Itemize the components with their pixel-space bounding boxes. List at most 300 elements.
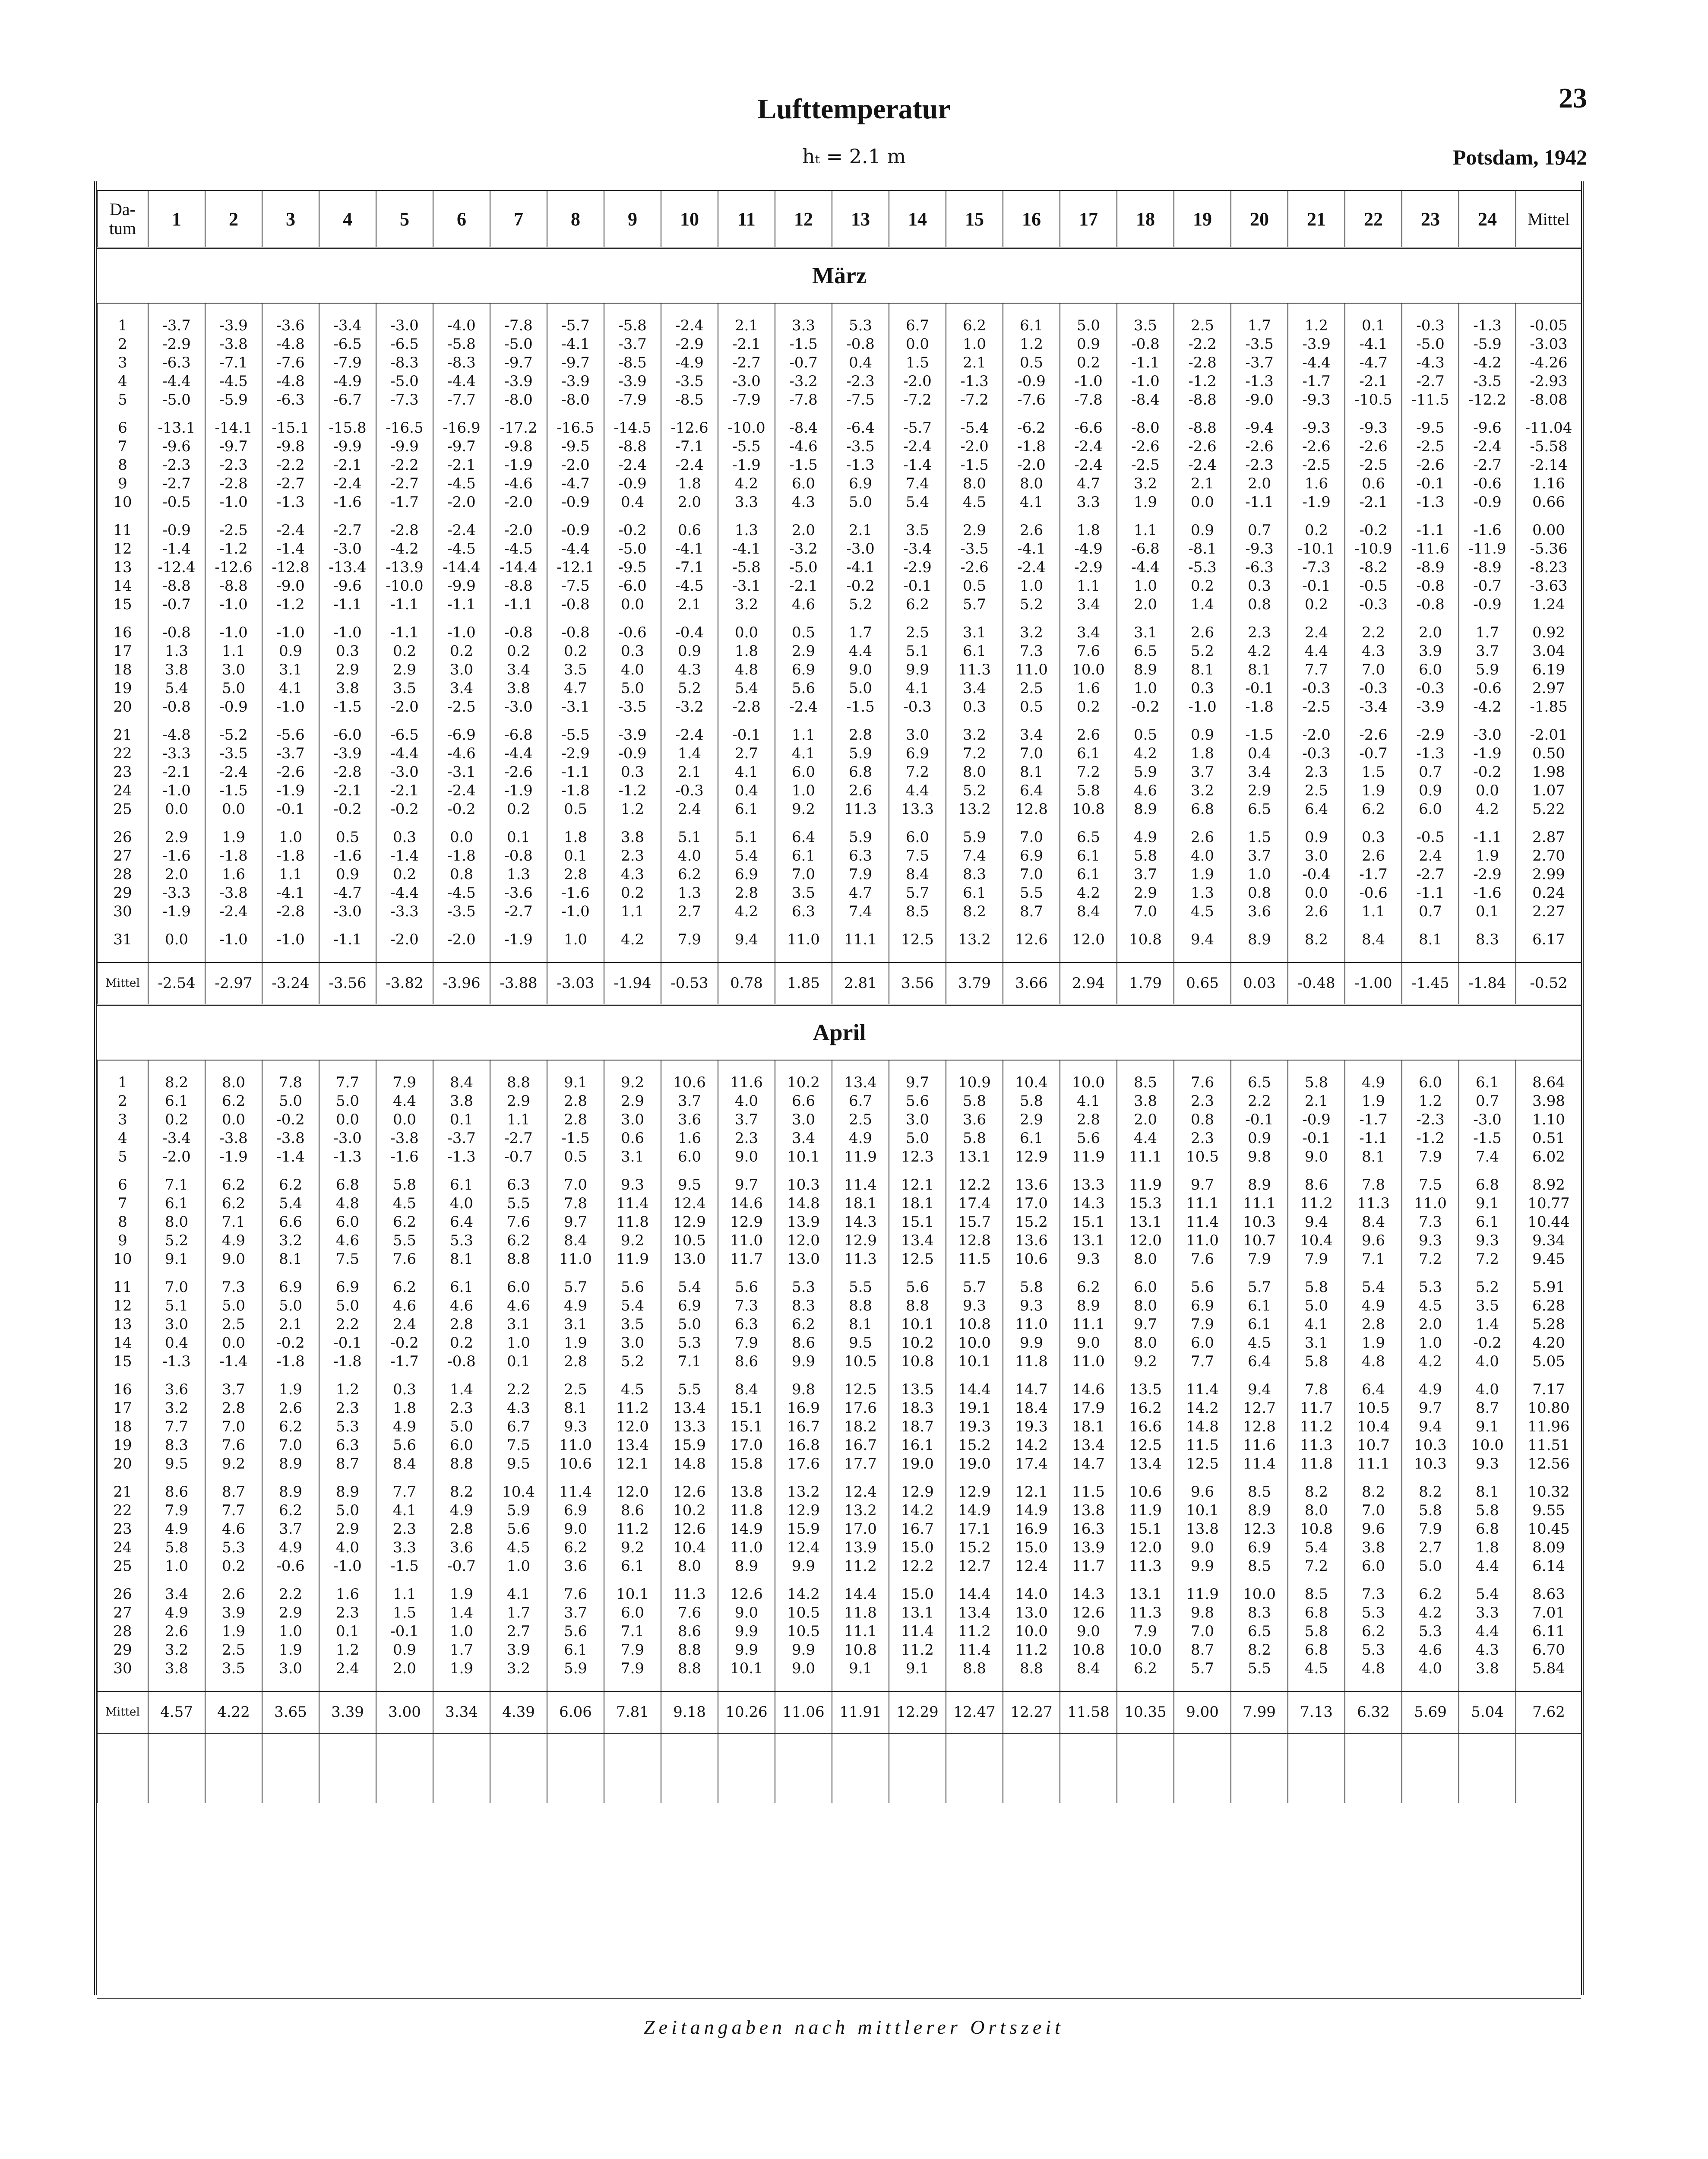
temp-cell: -3.5 xyxy=(433,902,490,921)
temp-cell: 10.0 xyxy=(1231,1585,1288,1604)
temp-cell: 4.9 xyxy=(1345,1073,1402,1092)
temp-cell: 14.3 xyxy=(1060,1194,1117,1213)
daily-mean-cell: 10.77 xyxy=(1516,1194,1581,1213)
temp-cell: 3.7 xyxy=(1459,642,1516,661)
temp-cell: 5.0 xyxy=(832,493,889,512)
temp-cell: 3.5 xyxy=(1459,1297,1516,1315)
temp-cell: 6.1 xyxy=(1003,317,1060,335)
temp-cell: 12.4 xyxy=(1003,1557,1060,1576)
daily-mean-cell: 2.70 xyxy=(1516,847,1581,865)
temp-cell: 18.4 xyxy=(1003,1399,1060,1418)
temp-cell: -0.9 xyxy=(1003,372,1060,391)
temp-cell: 5.6 xyxy=(889,1278,946,1297)
temp-cell: -4.1 xyxy=(262,884,319,902)
temp-cell: 8.2 xyxy=(1288,1483,1345,1501)
hourly-mean-cell: 7.99 xyxy=(1231,1691,1288,1733)
day-cell: 8 xyxy=(97,456,148,475)
temp-cell: 4.3 xyxy=(1459,1641,1516,1659)
temp-cell: 4.4 xyxy=(889,782,946,800)
temp-cell: 4.5 xyxy=(376,1194,433,1213)
temp-cell: -6.3 xyxy=(148,354,205,372)
temp-cell: 6.7 xyxy=(490,1418,547,1436)
temp-cell: 9.2 xyxy=(205,1455,262,1473)
temp-cell: -9.8 xyxy=(490,437,547,456)
temp-cell: -2.3 xyxy=(1402,1111,1459,1129)
temp-cell: 11.0 xyxy=(547,1250,604,1269)
temp-cell: 2.9 xyxy=(1003,1111,1060,1129)
temp-cell: -2.0 xyxy=(1288,726,1345,744)
temp-cell: 16.8 xyxy=(775,1436,832,1455)
temp-cell: 0.5 xyxy=(1003,354,1060,372)
temp-cell: 6.1 xyxy=(433,1278,490,1297)
temp-cell: 1.0 xyxy=(946,335,1003,354)
temp-cell: 3.0 xyxy=(604,1111,661,1129)
temp-cell: 1.8 xyxy=(661,475,718,493)
temp-cell: 5.3 xyxy=(1345,1641,1402,1659)
temp-cell: 4.3 xyxy=(490,1399,547,1418)
temp-cell: 3.3 xyxy=(775,317,832,335)
temp-cell: 0.3 xyxy=(604,642,661,661)
temp-cell: -8.0 xyxy=(1117,419,1174,437)
hourly-mean-cell: -2.97 xyxy=(205,962,262,1005)
temp-cell: 11.2 xyxy=(832,1557,889,1576)
temp-cell: -2.4 xyxy=(262,521,319,540)
temp-cell: 15.1 xyxy=(1117,1520,1174,1539)
temp-cell: -2.7 xyxy=(376,475,433,493)
temp-cell: 8.9 xyxy=(1060,1297,1117,1315)
temp-cell: 0.8 xyxy=(1231,595,1288,614)
temp-cell: 13.1 xyxy=(946,1148,1003,1166)
hour-header-1: 1 xyxy=(148,190,205,248)
temp-cell: 12.5 xyxy=(832,1380,889,1399)
temp-cell: -8.3 xyxy=(433,354,490,372)
temp-cell: 5.9 xyxy=(490,1501,547,1520)
temp-cell: -2.8 xyxy=(319,763,376,782)
table-body xyxy=(97,248,1581,1803)
monthly-mean-row xyxy=(97,962,1581,1005)
daily-mean-cell: 11.96 xyxy=(1516,1418,1581,1436)
temp-cell: -0.2 xyxy=(1117,698,1174,716)
temp-cell: 4.5 xyxy=(1174,902,1231,921)
hour-header-15: 15 xyxy=(946,190,1003,248)
temp-cell: 5.1 xyxy=(148,1297,205,1315)
temp-cell: 8.5 xyxy=(889,902,946,921)
temp-cell: -0.2 xyxy=(1459,763,1516,782)
temp-cell: -1.2 xyxy=(1402,1129,1459,1148)
temp-cell: 2.3 xyxy=(319,1399,376,1418)
temp-cell: 6.0 xyxy=(775,475,832,493)
daily-mean-cell: -1.85 xyxy=(1516,698,1581,716)
temp-cell: 4.0 xyxy=(433,1194,490,1213)
temp-cell: 8.9 xyxy=(1117,800,1174,819)
temp-cell: -3.7 xyxy=(604,335,661,354)
temp-cell: 11.0 xyxy=(547,1436,604,1455)
temp-cell: 4.5 xyxy=(1231,1334,1288,1352)
temp-cell: 1.7 xyxy=(1459,624,1516,642)
temp-cell: -7.5 xyxy=(547,577,604,595)
temp-cell: 1.0 xyxy=(148,1557,205,1576)
temp-cell: 10.0 xyxy=(1003,1622,1060,1641)
temp-cell: 11.2 xyxy=(946,1622,1003,1641)
hourly-mean-cell: 9.18 xyxy=(661,1691,718,1733)
temp-cell: -13.1 xyxy=(148,419,205,437)
hourly-mean-cell: 6.32 xyxy=(1345,1691,1402,1733)
temp-cell: 1.8 xyxy=(1174,744,1231,763)
day-cell: 6 xyxy=(97,419,148,437)
temp-cell: 8.3 xyxy=(946,865,1003,884)
temp-cell: 8.8 xyxy=(490,1073,547,1092)
temp-cell: 5.5 xyxy=(661,1380,718,1399)
hourly-mean-cell: 4.22 xyxy=(205,1691,262,1733)
temp-cell: -9.9 xyxy=(376,437,433,456)
temp-cell: 9.1 xyxy=(889,1659,946,1678)
temp-cell: -3.8 xyxy=(376,1129,433,1148)
table-row xyxy=(97,661,1581,679)
temp-cell: -2.1 xyxy=(718,335,775,354)
daily-mean-cell: 6.28 xyxy=(1516,1297,1581,1315)
temp-cell: 7.9 xyxy=(832,865,889,884)
temp-cell: 6.9 xyxy=(1174,1297,1231,1315)
hourly-mean-cell: 0.03 xyxy=(1231,962,1288,1005)
temp-cell: 13.8 xyxy=(1060,1501,1117,1520)
temp-cell: 1.6 xyxy=(661,1129,718,1148)
temp-cell: 1.0 xyxy=(1117,577,1174,595)
temp-cell: 1.0 xyxy=(547,931,604,949)
temp-cell: 12.9 xyxy=(661,1213,718,1231)
temp-cell: 6.9 xyxy=(1231,1539,1288,1557)
temp-cell: 4.1 xyxy=(1003,493,1060,512)
temp-cell: 14.8 xyxy=(775,1194,832,1213)
temp-cell: 0.0 xyxy=(718,624,775,642)
temp-cell: 6.2 xyxy=(1060,1278,1117,1297)
temp-cell: 6.2 xyxy=(205,1176,262,1194)
temp-cell: -3.9 xyxy=(604,372,661,391)
temp-cell: 1.2 xyxy=(1288,317,1345,335)
temp-cell: 5.1 xyxy=(889,642,946,661)
temp-cell: 0.2 xyxy=(490,800,547,819)
temp-cell: 15.1 xyxy=(718,1418,775,1436)
temp-cell: 4.5 xyxy=(1402,1297,1459,1315)
temp-cell: -2.4 xyxy=(661,726,718,744)
temp-cell: 19.3 xyxy=(1003,1418,1060,1436)
temp-cell: 17.6 xyxy=(832,1399,889,1418)
temp-cell: -4.6 xyxy=(775,437,832,456)
temp-cell: -0.8 xyxy=(547,624,604,642)
daily-mean-cell: -4.26 xyxy=(1516,354,1581,372)
day-cell: 17 xyxy=(97,642,148,661)
temp-cell: -5.2 xyxy=(205,726,262,744)
temp-cell: -2.9 xyxy=(1459,865,1516,884)
table-row xyxy=(97,1129,1581,1148)
temp-cell: 6.8 xyxy=(832,763,889,782)
temp-cell: 8.4 xyxy=(1345,1213,1402,1231)
temp-cell: 2.0 xyxy=(775,521,832,540)
temp-cell: 2.9 xyxy=(604,1092,661,1111)
temp-cell: 12.0 xyxy=(604,1418,661,1436)
temp-cell: 15.9 xyxy=(661,1436,718,1455)
temp-cell: 11.0 xyxy=(1003,661,1060,679)
temp-cell: 2.4 xyxy=(319,1659,376,1678)
temp-cell: -1.0 xyxy=(148,782,205,800)
table-row xyxy=(97,1622,1581,1641)
hourly-mean-cell: 7.13 xyxy=(1288,1691,1345,1733)
temp-cell: 8.9 xyxy=(1231,1176,1288,1194)
temp-cell: 6.8 xyxy=(1288,1604,1345,1622)
daily-mean-cell: 2.97 xyxy=(1516,679,1581,698)
temp-cell: 10.4 xyxy=(1345,1418,1402,1436)
temp-cell: -9.0 xyxy=(1231,391,1288,409)
temp-cell: 9.7 xyxy=(1117,1315,1174,1334)
temp-cell: 0.2 xyxy=(547,642,604,661)
temp-cell: 5.8 xyxy=(1402,1501,1459,1520)
temp-cell: 9.0 xyxy=(547,1520,604,1539)
header-row xyxy=(97,190,1581,248)
temp-cell: 7.1 xyxy=(604,1622,661,1641)
temp-cell: -1.1 xyxy=(319,931,376,949)
month-name: März xyxy=(97,248,1581,303)
temp-cell: -7.8 xyxy=(775,391,832,409)
temp-cell: 6.4 xyxy=(1231,1352,1288,1371)
temp-cell: -1.5 xyxy=(1231,726,1288,744)
temp-cell: 8.2 xyxy=(148,1073,205,1092)
temp-cell: 7.9 xyxy=(718,1334,775,1352)
temp-cell: 10.8 xyxy=(1060,800,1117,819)
temp-cell: -0.9 xyxy=(148,521,205,540)
temp-cell: -4.7 xyxy=(547,475,604,493)
temp-cell: 10.6 xyxy=(547,1455,604,1473)
temp-cell: -14.5 xyxy=(604,419,661,437)
temp-cell: 2.1 xyxy=(1288,1092,1345,1111)
daily-mean-cell: 9.45 xyxy=(1516,1250,1581,1269)
temp-cell: 8.9 xyxy=(319,1483,376,1501)
table-row xyxy=(97,1111,1581,1129)
temp-cell: 1.1 xyxy=(775,726,832,744)
temp-cell: 7.1 xyxy=(205,1213,262,1231)
day-cell: 10 xyxy=(97,493,148,512)
temp-cell: 2.7 xyxy=(490,1622,547,1641)
hourly-mean-cell: 5.04 xyxy=(1459,1691,1516,1733)
daily-mean-cell: 6.19 xyxy=(1516,661,1581,679)
temp-cell: -0.8 xyxy=(148,698,205,716)
temp-cell: 4.9 xyxy=(148,1604,205,1622)
temp-cell: -1.3 xyxy=(1459,317,1516,335)
temp-cell: 4.9 xyxy=(148,1520,205,1539)
temp-cell: 13.5 xyxy=(1117,1380,1174,1399)
temp-cell: 2.4 xyxy=(1288,624,1345,642)
temp-cell: 1.6 xyxy=(205,865,262,884)
temp-cell: 10.9 xyxy=(946,1073,1003,1092)
temp-cell: -4.4 xyxy=(1117,558,1174,577)
temp-cell: -1.9 xyxy=(1459,744,1516,763)
temp-cell: -0.8 xyxy=(148,624,205,642)
temp-cell: 6.4 xyxy=(1288,800,1345,819)
temp-cell: 4.5 xyxy=(946,493,1003,512)
temp-cell: 6.2 xyxy=(262,1501,319,1520)
temp-cell: 1.3 xyxy=(490,865,547,884)
temp-cell: 10.4 xyxy=(1003,1073,1060,1092)
temp-cell: 6.1 xyxy=(1060,744,1117,763)
temp-cell: 4.1 xyxy=(376,1501,433,1520)
temp-cell: -2.8 xyxy=(718,698,775,716)
temp-cell: 5.7 xyxy=(547,1278,604,1297)
temp-cell: 10.2 xyxy=(661,1501,718,1520)
temp-cell: -0.6 xyxy=(604,624,661,642)
temp-cell: 9.6 xyxy=(1345,1231,1402,1250)
temp-cell: 12.1 xyxy=(889,1176,946,1194)
temp-cell: -0.7 xyxy=(148,595,205,614)
table-row xyxy=(97,1418,1581,1436)
day-cell: 13 xyxy=(97,558,148,577)
temp-cell: 7.0 xyxy=(547,1176,604,1194)
temp-cell: 1.9 xyxy=(1174,865,1231,884)
temp-cell: -1.8 xyxy=(205,847,262,865)
temp-cell: -2.3 xyxy=(148,456,205,475)
temp-cell: -7.2 xyxy=(946,391,1003,409)
table-row xyxy=(97,335,1581,354)
temp-cell: 9.9 xyxy=(775,1641,832,1659)
temp-cell: -0.6 xyxy=(1459,679,1516,698)
hour-header-21: 21 xyxy=(1288,190,1345,248)
monthly-mean-cell: 7.62 xyxy=(1516,1691,1581,1733)
temp-cell: 11.1 xyxy=(832,1622,889,1641)
temp-cell: -1.0 xyxy=(205,931,262,949)
temp-cell: 6.1 xyxy=(604,1557,661,1576)
temp-cell: 2.2 xyxy=(1231,1092,1288,1111)
temp-cell: 2.1 xyxy=(832,521,889,540)
temp-cell: 6.2 xyxy=(1402,1585,1459,1604)
temp-cell: 8.0 xyxy=(1117,1334,1174,1352)
temp-cell: 5.3 xyxy=(1345,1604,1402,1622)
temp-cell: 6.7 xyxy=(832,1092,889,1111)
temp-cell: -16.5 xyxy=(547,419,604,437)
temp-cell: 0.0 xyxy=(376,1111,433,1129)
temp-cell: -2.0 xyxy=(889,372,946,391)
temp-cell: 8.7 xyxy=(1459,1399,1516,1418)
temp-cell: 6.8 xyxy=(1459,1520,1516,1539)
temp-cell: 3.6 xyxy=(433,1539,490,1557)
table-row xyxy=(97,1194,1581,1213)
temp-cell: 9.0 xyxy=(1060,1622,1117,1641)
temp-cell: 1.9 xyxy=(205,1622,262,1641)
temp-cell: -13.9 xyxy=(376,558,433,577)
temp-cell: 3.8 xyxy=(148,661,205,679)
temp-cell: -0.2 xyxy=(319,800,376,819)
temp-cell: 2.6 xyxy=(832,782,889,800)
temp-cell: 14.6 xyxy=(1060,1380,1117,1399)
temp-cell: 7.6 xyxy=(1060,642,1117,661)
temp-cell: 2.9 xyxy=(775,642,832,661)
temp-cell: 7.2 xyxy=(946,744,1003,763)
day-cell: 3 xyxy=(97,1111,148,1129)
hour-header-16: 16 xyxy=(1003,190,1060,248)
temp-cell: 9.4 xyxy=(718,931,775,949)
hourly-mean-cell: 11.58 xyxy=(1060,1691,1117,1733)
temp-cell: -12.4 xyxy=(148,558,205,577)
temp-cell: -1.7 xyxy=(376,1352,433,1371)
temp-cell: 4.6 xyxy=(1117,782,1174,800)
hourly-mean-cell: -1.45 xyxy=(1402,962,1459,1005)
temp-cell: -1.3 xyxy=(1231,372,1288,391)
temp-cell: 5.4 xyxy=(718,847,775,865)
temp-cell: 6.1 xyxy=(1060,847,1117,865)
temp-cell: 12.6 xyxy=(718,1585,775,1604)
temp-cell: -7.8 xyxy=(1060,391,1117,409)
temp-cell: 9.1 xyxy=(547,1073,604,1092)
day-cell: 1 xyxy=(97,1073,148,1092)
temp-cell: 2.7 xyxy=(1402,1539,1459,1557)
temp-cell: -1.0 xyxy=(1117,372,1174,391)
temp-cell: 3.1 xyxy=(262,661,319,679)
temp-cell: -1.1 xyxy=(1117,354,1174,372)
temp-cell: -7.9 xyxy=(604,391,661,409)
page-number: 23 xyxy=(1559,82,1587,114)
daily-mean-cell: 5.05 xyxy=(1516,1352,1581,1371)
temp-cell: 1.0 xyxy=(262,828,319,847)
day-cell: 18 xyxy=(97,1418,148,1436)
temp-cell: 6.9 xyxy=(262,1278,319,1297)
temp-cell: -2.7 xyxy=(148,475,205,493)
temp-cell: 1.5 xyxy=(376,1604,433,1622)
daily-mean-cell: 6.70 xyxy=(1516,1641,1581,1659)
temp-cell: 1.0 xyxy=(1402,1334,1459,1352)
temp-cell: 3.8 xyxy=(148,1659,205,1678)
temp-cell: -1.7 xyxy=(1288,372,1345,391)
temp-cell: 8.4 xyxy=(1060,1659,1117,1678)
monthly-mean-row xyxy=(97,1691,1581,1733)
temp-cell: 10.6 xyxy=(1117,1483,1174,1501)
temp-cell: 1.9 xyxy=(547,1334,604,1352)
hourly-mean-cell: 12.29 xyxy=(889,1691,946,1733)
temp-cell: 2.1 xyxy=(946,354,1003,372)
temp-cell: 4.1 xyxy=(490,1585,547,1604)
temp-cell: -1.4 xyxy=(262,540,319,558)
day-cell: 11 xyxy=(97,521,148,540)
temp-cell: 2.8 xyxy=(547,865,604,884)
temp-cell: 4.6 xyxy=(433,1297,490,1315)
day-cell: 18 xyxy=(97,661,148,679)
temp-cell: 0.9 xyxy=(1402,782,1459,800)
temp-cell: -6.8 xyxy=(1117,540,1174,558)
temp-cell: 11.8 xyxy=(718,1501,775,1520)
temp-cell: 2.3 xyxy=(1231,624,1288,642)
temp-cell: 5.8 xyxy=(946,1092,1003,1111)
temp-cell: 11.0 xyxy=(1402,1194,1459,1213)
temp-cell: -1.6 xyxy=(547,884,604,902)
temp-cell: -13.4 xyxy=(319,558,376,577)
table-row xyxy=(97,475,1581,493)
temp-cell: 4.4 xyxy=(1459,1622,1516,1641)
temp-cell: 2.8 xyxy=(1060,1111,1117,1129)
temp-cell: -5.7 xyxy=(889,419,946,437)
temp-cell: 11.5 xyxy=(946,1250,1003,1269)
temp-cell: 7.0 xyxy=(775,865,832,884)
temp-cell: 11.9 xyxy=(1117,1176,1174,1194)
temp-cell: -2.3 xyxy=(832,372,889,391)
temp-cell: 3.4 xyxy=(1003,726,1060,744)
temp-cell: -4.4 xyxy=(376,744,433,763)
temp-cell: -4.1 xyxy=(832,558,889,577)
temp-cell: 1.7 xyxy=(490,1604,547,1622)
temp-cell: 1.2 xyxy=(319,1380,376,1399)
temp-cell: -2.6 xyxy=(490,763,547,782)
temp-cell: 2.8 xyxy=(1345,1315,1402,1334)
temp-cell: -0.3 xyxy=(661,782,718,800)
temp-cell: -6.7 xyxy=(319,391,376,409)
temp-cell: -9.3 xyxy=(1288,391,1345,409)
temp-cell: 1.1 xyxy=(1060,577,1117,595)
temp-cell: 5.7 xyxy=(946,1278,1003,1297)
temp-cell: 12.9 xyxy=(889,1483,946,1501)
